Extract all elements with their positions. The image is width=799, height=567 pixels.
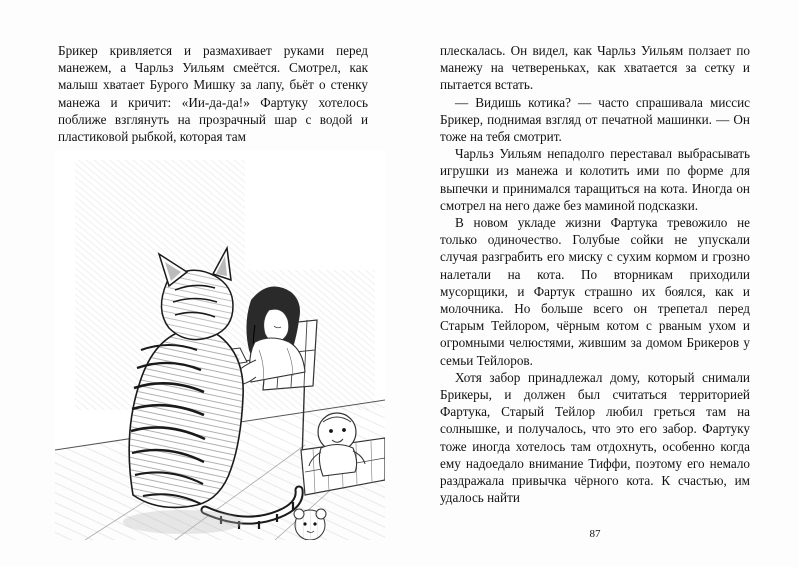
teddy-bear-toy: [294, 509, 326, 540]
illustration-svg: [55, 150, 385, 540]
paragraph: Чарльз Уильям непадолго переставал выбрасывать игрушки из манежа и колотить ими по форме для выпечки и принимался таращиться на кота. Иногда он смотрел на него даже без маминой подсказки.: [440, 146, 750, 213]
paragraph: плескалась. Он видел, как Чарльз Уильям ползает по манежу на четвереньках, как хватается за сетку и пытается встать.: [440, 43, 750, 93]
paragraph: В новом укладе жизни Фартука тревожило не только одиночество. Голубые сойки не упускали случая разграбить его миску с сухим кормом и грозно налетали на кота. По вторникам приходили мусорщики, и Фартук страшно их боялся, как и молочника. Но больше всего он трепетал перед Старым Тейлором, чёрным котом с рваным ухом и огромными челюстями, жившим за домом Брикеров у семьи Тейлоров.: [440, 215, 750, 368]
paragraph: Брикер кривляется и размахивает руками перед манежем, а Чарльз Уильям смеётся. Смотрел, как малыш хватает Бурого Мишку за лапу, бьёт о стенку манежа и кричит: «Ии-да-да!» Фартуку хотелось поближе взглянуть на прозрачный шар с водой и пластиковой рыбкой, которая там: [58, 43, 368, 145]
left-text-column: [58, 42, 368, 145]
right-text-column: [440, 42, 750, 506]
page-number: 87: [589, 528, 601, 540]
paragraph: Хотя забор принадлежал дому, который снимали Брикеры, и должен был считаться территорией Фартука, Старый Тейлор любил греться там на солнышке, и получалось, что это его забор. Фартуку тоже иногда хотелось там отдохнуть, особенно когда ему надоедало внимание Тиффи, поэтому его немало раздражала привычка чёрного кота. К счастью, им удалось найти: [440, 369, 750, 506]
paragraph: — Видишь котика? — часто спрашивала миссис Брикер, поднимая взгляд от печатной машинки. — Он тоже на тебя смотрит.: [440, 94, 750, 145]
chapter-illustration: [55, 150, 385, 540]
